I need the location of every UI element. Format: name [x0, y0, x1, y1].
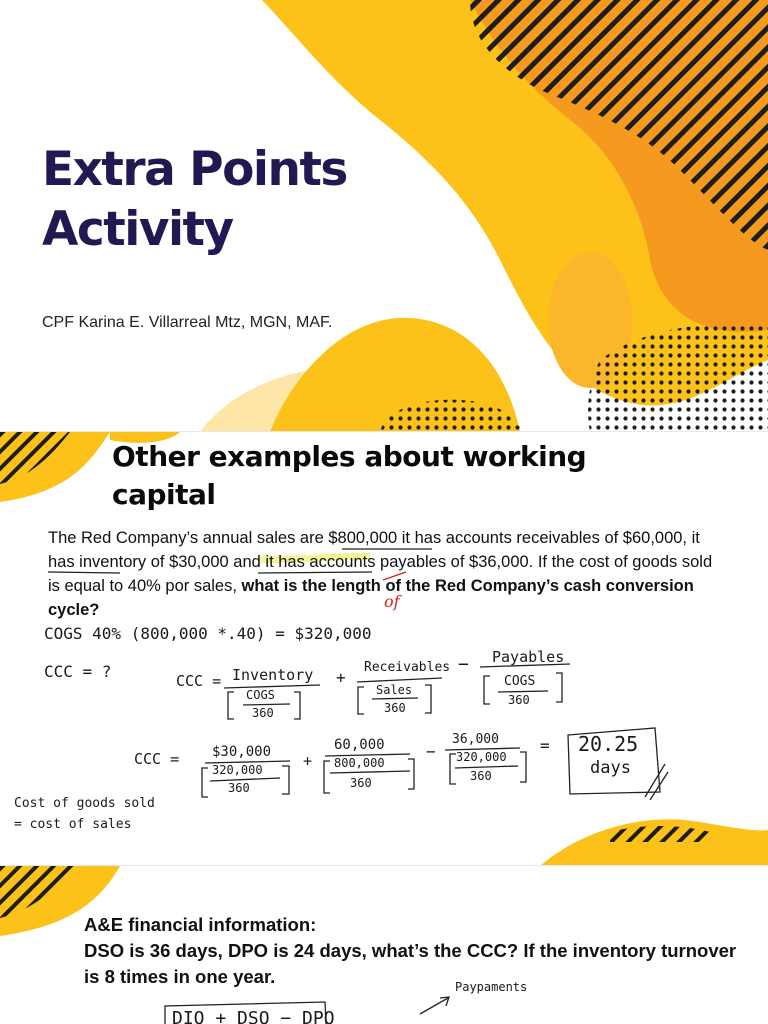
days-360-d: 360 — [228, 781, 250, 795]
days-360-a: 360 — [252, 706, 274, 720]
plus-sign-b: + — [303, 752, 313, 770]
problem-text: The Red Company’s annual sales are $800,000 it has accounts receivables of $60,000, it has inventory of $30,000 and it has accounts payables of $36,000. If the cost of goods sold is equal to 40% por sales, — [48, 529, 713, 595]
ae-financial-slide — [0, 866, 768, 1024]
title-line-1: Extra Points — [42, 142, 347, 197]
cogs-value-a: 320,000 — [212, 763, 263, 777]
sales-value: 800,000 — [334, 756, 385, 770]
payables-label: Payables — [492, 648, 565, 666]
side-note-line-2: = cost of sales — [14, 817, 132, 832]
correction-note: of — [384, 592, 400, 611]
days-360-f: 360 — [470, 769, 492, 783]
paypaments-note: Paypaments — [455, 980, 528, 994]
days-360-b: 360 — [384, 701, 406, 715]
problem-question: what is the length of the Red Company’s cash conversion cycle? — [48, 577, 694, 619]
ccc-label: CCC = — [176, 672, 222, 690]
days-360-c: 360 — [508, 693, 530, 707]
author-line: CPF Karina E. Villarreal Mtz, MGN, MAF. — [42, 314, 333, 331]
slide-title — [42, 140, 347, 260]
ccc-label-2: CCC = — [134, 750, 180, 768]
ccc-formula-partial: DIO + DSO − DPO — [172, 1008, 335, 1024]
ccc-result-unit: days — [590, 758, 631, 778]
title-line-2: Activity — [42, 202, 233, 257]
ccc-question: CCC = ? — [44, 662, 112, 681]
slide2-title — [112, 438, 586, 514]
ae-question: DSO is 36 days, DPO is 24 days, what’s the CCC? If the inventory turnover is 8 times in one year. — [84, 940, 737, 987]
inventory-label: Inventory — [232, 666, 314, 684]
receivables-value: 60,000 — [334, 737, 385, 753]
receivables-label: Receivables — [364, 660, 451, 675]
side-note-line-1: Cost of goods sold — [14, 796, 155, 811]
minus-sign-b: − — [426, 742, 436, 761]
inventory-value: $30,000 — [212, 744, 272, 760]
equals-sign: = — [540, 736, 550, 755]
minus-sign-a: − — [458, 654, 469, 675]
cogs-value-b: 320,000 — [456, 750, 507, 764]
days-360-e: 360 — [350, 776, 372, 790]
working-capital-slide — [0, 432, 768, 866]
title2-line-2: capital — [112, 478, 216, 511]
cogs-denominator-b: COGS — [504, 674, 536, 689]
cogs-denominator: COGS — [246, 688, 275, 702]
title2-line-1: Other examples about working — [112, 440, 587, 473]
sales-denominator: Sales — [376, 683, 413, 697]
payables-value: 36,000 — [452, 732, 499, 747]
cogs-calculation: COGS 40% (800,000 *.40) = $320,000 — [44, 624, 372, 643]
title-slide — [0, 0, 768, 432]
ae-info-block — [84, 912, 744, 990]
ccc-result: 20.25 — [578, 732, 639, 756]
plus-sign-a: + — [336, 668, 346, 687]
ae-heading: A&E financial information: — [84, 914, 317, 935]
